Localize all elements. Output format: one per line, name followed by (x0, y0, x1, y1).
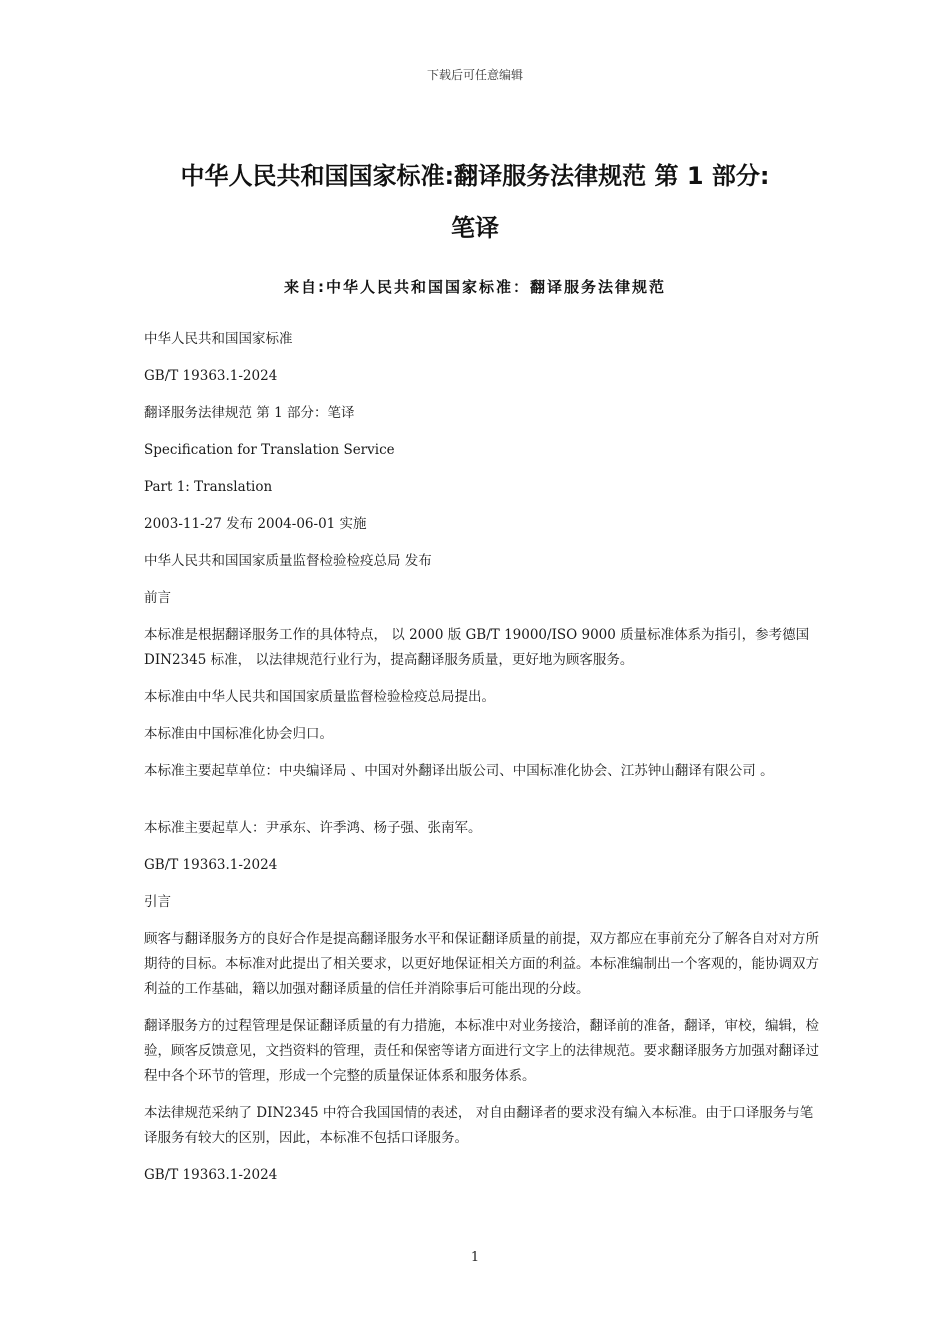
paragraph-english-part: Part 1: Translation (144, 479, 273, 495)
heading-introduction: 引言 (144, 894, 171, 910)
title-line-1: 中华人民共和国国家标准:翻译服务法律规范 第 1 部分: (180, 162, 770, 190)
paragraph-intro-scope: 本法律规范采纳了 DIN2345 中符合我国国情的表述， 对自由翻译者的要求没有编入本标准。由于口译服务与笔译服务有较大的区别，因此，本标准不包括口译服务。 (144, 1105, 814, 1146)
heading-foreword: 前言 (144, 590, 171, 606)
paragraph-standard-code: GB/T 19363.1-2024 (144, 368, 278, 384)
paragraph-standard-type: 中华人民共和国国家标准 (144, 331, 293, 347)
page-number: 1 (470, 1250, 480, 1265)
paragraph-standard-name: 翻译服务法律规范 第 1 部分：笔译 (144, 405, 355, 421)
document-body (144, 327, 824, 1188)
paragraph-intro-process: 翻译服务方的过程管理是保证翻译质量的有力措施，本标准中对业务接洽，翻译前的准备，翻译，审校，编辑，检验，顾客反馈意见，文挡资料的管理，责任和保密等诸方面进行文字上的法律规范。要求翻译服务方加强对翻译过程中各个环节的管理，形成一个完整的质量保证体系和服务体系。 (144, 1018, 819, 1084)
document-title (100, 150, 850, 254)
document-subtitle: 来自:中华人民共和国国家标准：翻译服务法律规范 (283, 278, 666, 296)
paragraph-drafters: 本标准主要起草人：尹承东、许季鸿、杨子强、张南军。 (144, 820, 482, 836)
paragraph-proposed-by: 本标准由中华人民共和国国家质量监督检验检疫总局提出。 (144, 689, 495, 705)
paragraph-foreword-basis: 本标准是根据翻译服务工作的具体特点， 以 2000 版 GB/T 19000/ISO 9000 质量标准体系为指引，参考德国 DIN2345 标准， 以法律规范行业行为，提高翻译服务质量，更好地为顾客服务。 (144, 627, 810, 668)
paragraph-standard-code-3: GB/T 19363.1-2024 (144, 1167, 278, 1183)
paragraph-managed-by: 本标准由中国标准化协会归口。 (144, 726, 333, 742)
paragraph-issuer: 中华人民共和国国家质量监督检验检疫总局 发布 (144, 553, 432, 569)
paragraph-english-title: Specification for Translation Service (144, 442, 395, 458)
paragraph-dates: 2003-11-27 发布 2004-06-01 实施 (144, 516, 367, 532)
paragraph-standard-code-2: GB/T 19363.1-2024 (144, 857, 278, 873)
paragraph-intro-cooperation: 顾客与翻译服务方的良好合作是提高翻译服务水平和保证翻译质量的前提，双方都应在事前充分了解各自对对方所期待的目标。本标准对此提出了相关要求，以更好地保证相关方面的利益。本标准编制出一个客观的，能协调双方利益的工作基础，籍以加强对翻译质量的信任并消除事后可能出现的分歧。 (144, 931, 819, 997)
title-line-2: 笔译 (451, 214, 499, 242)
paragraph-drafting-units: 本标准主要起草单位：中央编译局 、中国对外翻译出版公司、中国标准化协会、江苏钟山翻译有限公司 。 (144, 763, 774, 779)
header-note: 下载后可任意编辑 (426, 68, 523, 82)
